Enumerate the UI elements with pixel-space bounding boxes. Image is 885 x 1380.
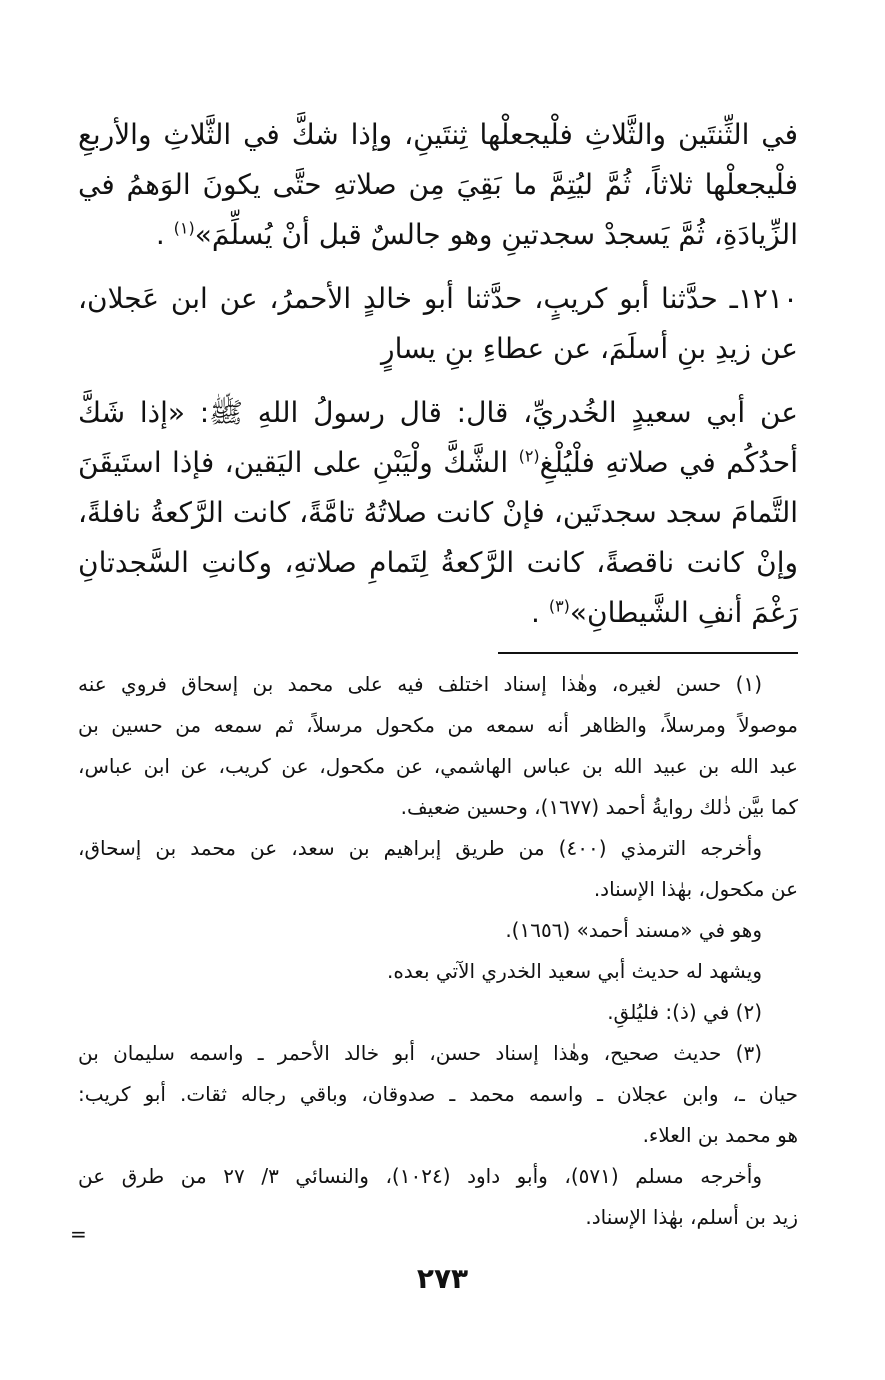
footnote-line: عبد الله بن عبيد الله بن عباس الهاشمي، عن مكحول، عن كريب، عن ابن عباس، xyxy=(78,754,798,778)
footnote-line: وهو في «مسند أحمد» (١٦٥٦). xyxy=(505,918,762,942)
period: . xyxy=(155,218,165,251)
text-segment: رَغْمَ أنفِ الشَّيطانِ» xyxy=(569,596,798,629)
footnotes xyxy=(78,664,798,1238)
text-line xyxy=(78,588,798,638)
page-content xyxy=(78,110,798,1238)
continuation-mark: = xyxy=(70,1222,87,1246)
footnote-line: زيد بن أسلم، بهٰذا الإسناد. xyxy=(585,1205,798,1229)
text-line: التَّمامَ سجد سجدتَين، فإنْ كانت صلاتُهُ تامَّةً، كانت الرَّكعةُ نافلةً، xyxy=(78,496,798,529)
footnote-line: وأخرجه مسلم (٥٧١)، وأبو داود (١٠٢٤)، والنسائي ٣/ ٢٧ من طرق عن xyxy=(78,1164,763,1188)
footnote-1-extra xyxy=(78,828,798,910)
footnote-line: كما بيَّن ذٰلك روايةُ أحمد (١٦٧٧)، وحسين ضعيف. xyxy=(400,795,798,819)
footnote-line: هو محمد بن العلاء. xyxy=(642,1123,798,1147)
main-paragraph-1 xyxy=(78,110,798,260)
footnote-separator xyxy=(498,652,798,654)
text-line: فلْيجعلْها ثلاثاً، ثُمَّ ليُتِمَّ ما بَقِيَ مِن صلاتهِ حتَّى يكونَ الوَهمُ في xyxy=(78,168,798,201)
footnote-line: ويشهد له حديث أبي سعيد الخدري الآتي بعده. xyxy=(386,959,762,983)
text-segment: أحدُكُم في صلاتهِ فلْيُلْغِ xyxy=(539,446,798,479)
page-number: ٢٧٣ xyxy=(416,1262,469,1295)
footnote-1 xyxy=(78,664,798,828)
footnote-ref-2: (٢) xyxy=(518,446,540,466)
text-line xyxy=(78,210,798,260)
text-segment: الزِّيادَةِ، ثُمَّ يَسجدْ سجدتينِ وهو جالسٌ قبل أنْ يُسلِّمَ» xyxy=(194,218,798,251)
footnote-2 xyxy=(78,992,798,1033)
footnote-line: موصولاً ومرسلاً، والظاهر أنه سمعه من مكحول مرسلاً، ثم سمعه من حسين بن xyxy=(78,713,798,737)
text-line: عن زيدِ بنِ أسلَمَ، عن عطاءِ بنِ يسارٍ xyxy=(381,332,798,365)
text-line: وإنْ كانت ناقصةً، كانت الرَّكعةُ لِتَمامِ صلاتهِ، وكانتِ السَّجدتانِ xyxy=(78,546,798,579)
text-line: في الثِّنتَين والثَّلاثِ فلْيجعلْها ثِنتَينِ، وإذا شكَّ في الثَّلاثِ والأربعِ xyxy=(78,118,798,151)
footnote-3-extra xyxy=(78,1156,798,1238)
footnote-ref-3: (٣) xyxy=(548,596,570,616)
footnote-line: وأخرجه الترمذي (٤٠٠) من طريق إبراهيم بن سعد، عن محمد بن إسحاق، xyxy=(78,836,762,860)
hadith-isnad xyxy=(78,274,798,374)
text-line xyxy=(78,438,798,488)
footnote-3 xyxy=(78,1033,798,1156)
text-line: عن أبي سعيدٍ الخُدريِّ، قال: قال رسولُ اللهِ ﷺ: «إذا شَكَّ xyxy=(78,396,798,429)
footnote-line: (١) حسن لغيره، وهٰذا إسناد اختلف فيه على محمد بن إسحاق فروي عنه xyxy=(78,672,762,696)
footnote-1-musnad xyxy=(78,910,798,951)
hadith-matn xyxy=(78,388,798,638)
footnote-line: عن مكحول، بهٰذا الإسناد. xyxy=(593,877,798,901)
footnote-line: حيان ـ، وابن عجلان ـ واسمه محمد ـ صدوقان، وباقي رجاله ثقات. أبو كريب: xyxy=(78,1082,798,1106)
footnote-line: (٢) في (ذ): فليُلقِ. xyxy=(607,1000,762,1024)
footnote-line: (٣) حديث صحيح، وهٰذا إسناد حسن، أبو خالد الأحمر ـ واسمه سليمان بن xyxy=(78,1041,762,1065)
footnote-ref-1: (١) xyxy=(173,218,195,238)
text-segment: الشَّكَّ ولْيَبْنِ على اليَقين، فإذا استَيقَنَ xyxy=(78,446,509,479)
footnote-1-witness xyxy=(78,951,798,992)
text-line: ١٢١٠ـ حدَّثنا أبو كريبٍ، حدَّثنا أبو خالدٍ الأحمرُ، عن ابن عَجلان، xyxy=(78,282,798,315)
period: . xyxy=(531,596,540,629)
